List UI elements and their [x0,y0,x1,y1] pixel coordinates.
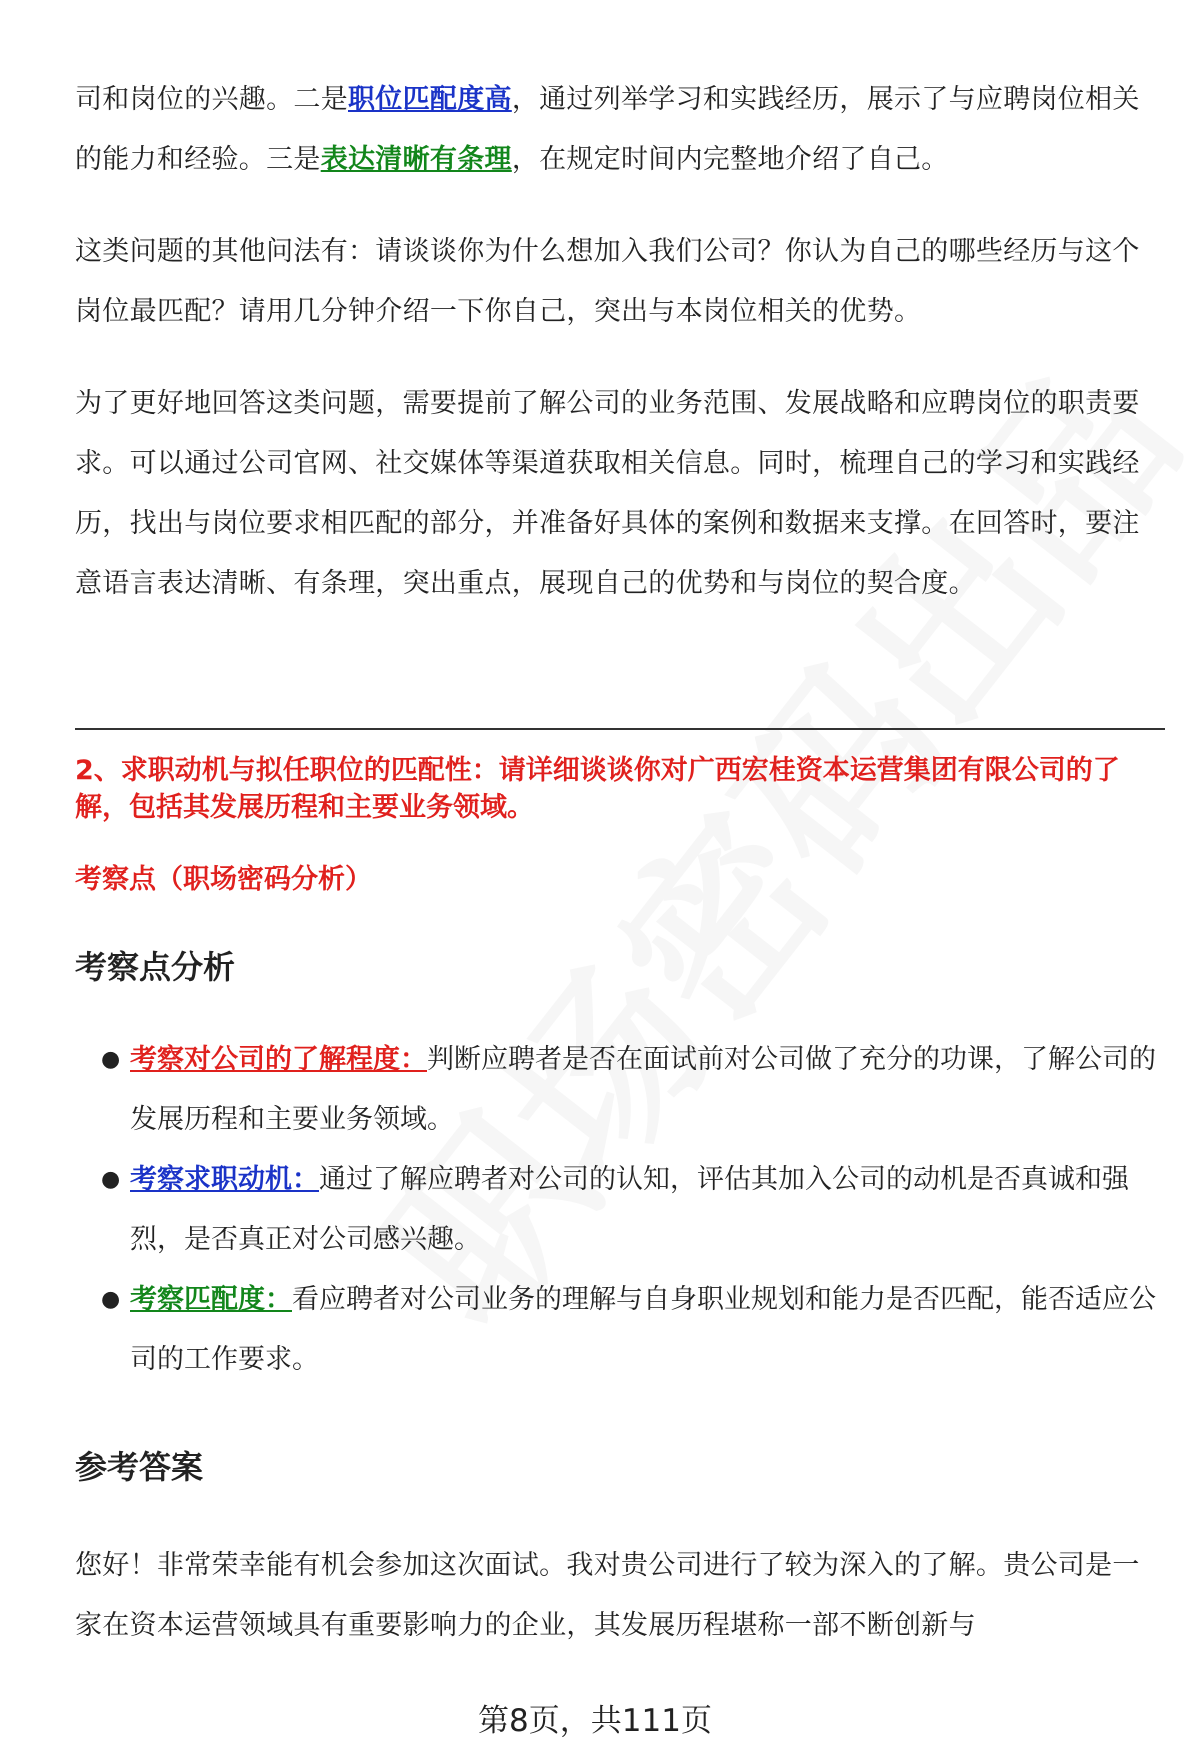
bullet-icon: ● [101,1287,121,1312]
point-text: 看应聘者对公司业务的理解与自身职业规划和能力是否匹配，能否适应公司的工作要求。 [130,1284,1156,1375]
point-text: 判断应聘者是否在面试前对公司做了充分的功课，了解公司的发展历程和主要业务领域。 [130,1044,1156,1135]
point-label: 考察求职动机： [130,1164,319,1195]
answer-paragraph: 您好！非常荣幸能有机会参加这次面试。我对贵公司进行了较为深入的了解。贵公司是一家在资本运营领域具有重要影响力的企业，其发展历程堪称一部不断创新与 [75,1550,1140,1641]
question-title: 2、求职动机与拟任职位的匹配性：请详细谈谈你对广西宏桂资本运营集团有限公司的了解，包括其发展历程和主要业务领域。 [75,755,1120,823]
page-footer: 第8页，共111页 [478,1703,712,1739]
text-span: ，通过列举学习和实践经历，展示了与应聘岗位相关的能力和经验。三是 [75,84,1140,175]
answer-body [75,1536,1165,1656]
list-item [75,1270,1165,1390]
intro-paragraph-3: 为了更好地回答这类问题，需要提前了解公司的业务范围、发展战略和应聘岗位的职责要求。可以通过公司官网、社交媒体等渠道获取相关信息。同时，梳理自己的学习和实践经历，找出与岗位要求相匹配的部分，并准备好具体的案例和数据来支撑。在回答时，要注意语言表达清晰、有条理，突出重点，展现自己的优势和与岗位的契合度。 [75,388,1140,599]
list-item [75,1150,1165,1270]
bullet-icon: ● [101,1167,121,1192]
intro-section [75,70,1165,614]
section-divider [75,728,1165,730]
intro-paragraph-1 [75,70,1165,190]
exam-point-label: 考察点（职场密码分析） [75,864,372,895]
text-span: 司和岗位的兴趣。二是 [75,84,348,115]
analysis-list [75,1030,1165,1390]
point-text: 通过了解应聘者对公司的认知，评估其加入公司的动机是否真诚和强烈，是否真正对公司感兴趣。 [130,1164,1129,1255]
answer-heading: 参考答案 [75,1448,204,1486]
text-span: ，在规定时间内完整地介绍了自己。 [511,144,949,175]
bullet-icon: ● [101,1047,121,1072]
point-label: 考察匹配度： [130,1284,292,1315]
point-label: 考察对公司的了解程度： [130,1044,427,1075]
list-item [75,1030,1165,1150]
intro-paragraph-2: 这类问题的其他问法有：请谈谈你为什么想加入我们公司？你认为自己的哪些经历与这个岗位最匹配？请用几分钟介绍一下你自己，突出与本岗位相关的优势。 [75,236,1140,327]
analysis-heading: 考察点分析 [75,948,236,986]
highlight-job-match: 职位匹配度高 [348,84,512,115]
highlight-clear-expression: 表达清晰有条理 [320,144,512,175]
